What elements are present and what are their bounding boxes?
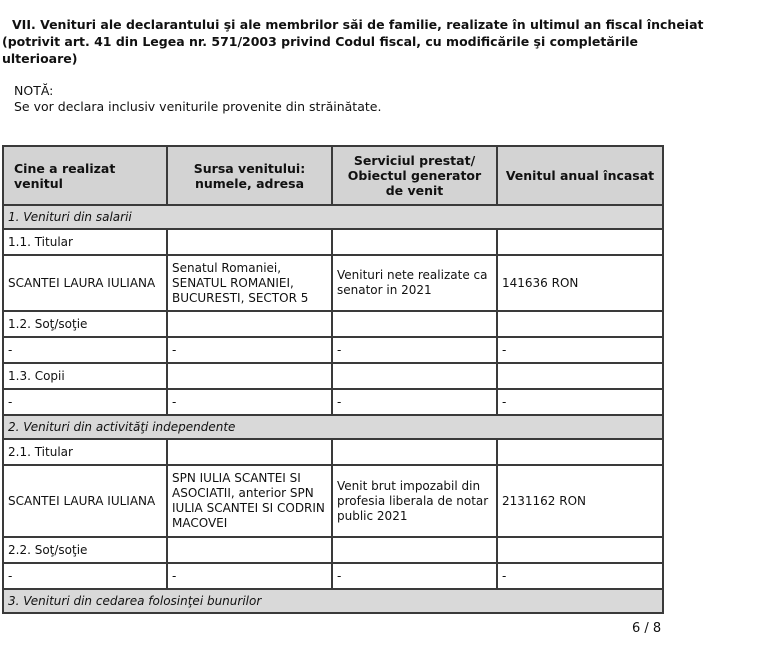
table-cell (497, 229, 663, 255)
section-label: 1. Venituri din salarii (3, 205, 663, 229)
table-cell: - (167, 337, 332, 363)
section-label: 2. Venituri din activităţi independente (3, 415, 663, 439)
table-cell (332, 311, 497, 337)
table-cell: - (167, 389, 332, 415)
table-cell: 1.3. Copii (3, 363, 167, 389)
table-row (3, 537, 663, 563)
table-cell (497, 363, 663, 389)
table-cell: 2.1. Titular (3, 439, 167, 465)
table-row (3, 439, 663, 465)
table-cell (332, 363, 497, 389)
table-cell: 141636 RON (497, 255, 663, 311)
table-header (3, 146, 663, 205)
table-cell (332, 229, 497, 255)
section-label: 3. Venituri din cedarea folosinţei bunurilor (3, 589, 663, 613)
table-cell: 1.2. Soţ/soţie (3, 311, 167, 337)
table-cell: 1.1. Titular (3, 229, 167, 255)
header-who: Cine a realizat venitul (3, 146, 167, 205)
section-row (3, 589, 663, 613)
table-cell: - (332, 563, 497, 589)
table-cell (167, 363, 332, 389)
income-table (2, 145, 664, 614)
table-cell: SCANTEI LAURA IULIANA (3, 255, 167, 311)
table-cell: - (3, 337, 167, 363)
table-cell (167, 537, 332, 563)
table-cell (497, 537, 663, 563)
table-row (3, 465, 663, 537)
table-cell: Senatul Romaniei, SENATUL ROMANIEI, BUCURESTI, SECTOR 5 (167, 255, 332, 311)
table-cell: - (332, 337, 497, 363)
table-cell: SCANTEI LAURA IULIANA (3, 465, 167, 537)
table-row (3, 563, 663, 589)
table-cell (167, 229, 332, 255)
table-cell (497, 439, 663, 465)
table-cell: - (332, 389, 497, 415)
table-cell: 2.2. Soţ/soţie (3, 537, 167, 563)
note-text: Se vor declara inclusiv veniturile provenite din străinătate. (14, 99, 382, 114)
table-cell: Venituri nete realizate ca senator in 2021 (332, 255, 497, 311)
heading-line-1: VII. Venituri ale declarantului şi ale membrilor săi de familie, realizate în ultimul an fiscal încheiat (12, 17, 704, 32)
table-cell: - (497, 337, 663, 363)
table-row (3, 389, 663, 415)
table-row (3, 255, 663, 311)
table-cell: - (3, 389, 167, 415)
table-cell (332, 537, 497, 563)
table-cell (332, 439, 497, 465)
table-cell: - (497, 389, 663, 415)
section-row (3, 205, 663, 229)
table-cell: SPN IULIA SCANTEI SI ASOCIATII, anterior SPN IULIA SCANTEI SI CODRIN MACOVEI (167, 465, 332, 537)
table-cell (167, 439, 332, 465)
table-cell: - (497, 563, 663, 589)
table-cell: - (3, 563, 167, 589)
table-row (3, 229, 663, 255)
note-block (14, 83, 381, 115)
note-label: NOTĂ: (14, 83, 54, 98)
table-cell: - (167, 563, 332, 589)
table-row (3, 363, 663, 389)
table-body (3, 205, 663, 613)
header-service: Serviciul prestat/ Obiectul generator de venit (332, 146, 497, 205)
section-heading (2, 16, 742, 67)
header-source: Sursa venitului: numele, adresa (167, 146, 332, 205)
table-cell: Venit brut impozabil din profesia liberala de notar public 2021 (332, 465, 497, 537)
table-cell: 2131162 RON (497, 465, 663, 537)
heading-line-2: (potrivit art. 41 din Legea nr. 571/2003 privind Codul fiscal, cu modificările şi completările (2, 34, 638, 49)
page-number: 6 / 8 (632, 621, 662, 636)
heading-line-3: ulterioare) (2, 51, 78, 66)
table-row (3, 311, 663, 337)
header-income: Venitul anual încasat (497, 146, 663, 205)
table-row (3, 337, 663, 363)
section-row (3, 415, 663, 439)
table-cell (167, 311, 332, 337)
table-cell (497, 311, 663, 337)
